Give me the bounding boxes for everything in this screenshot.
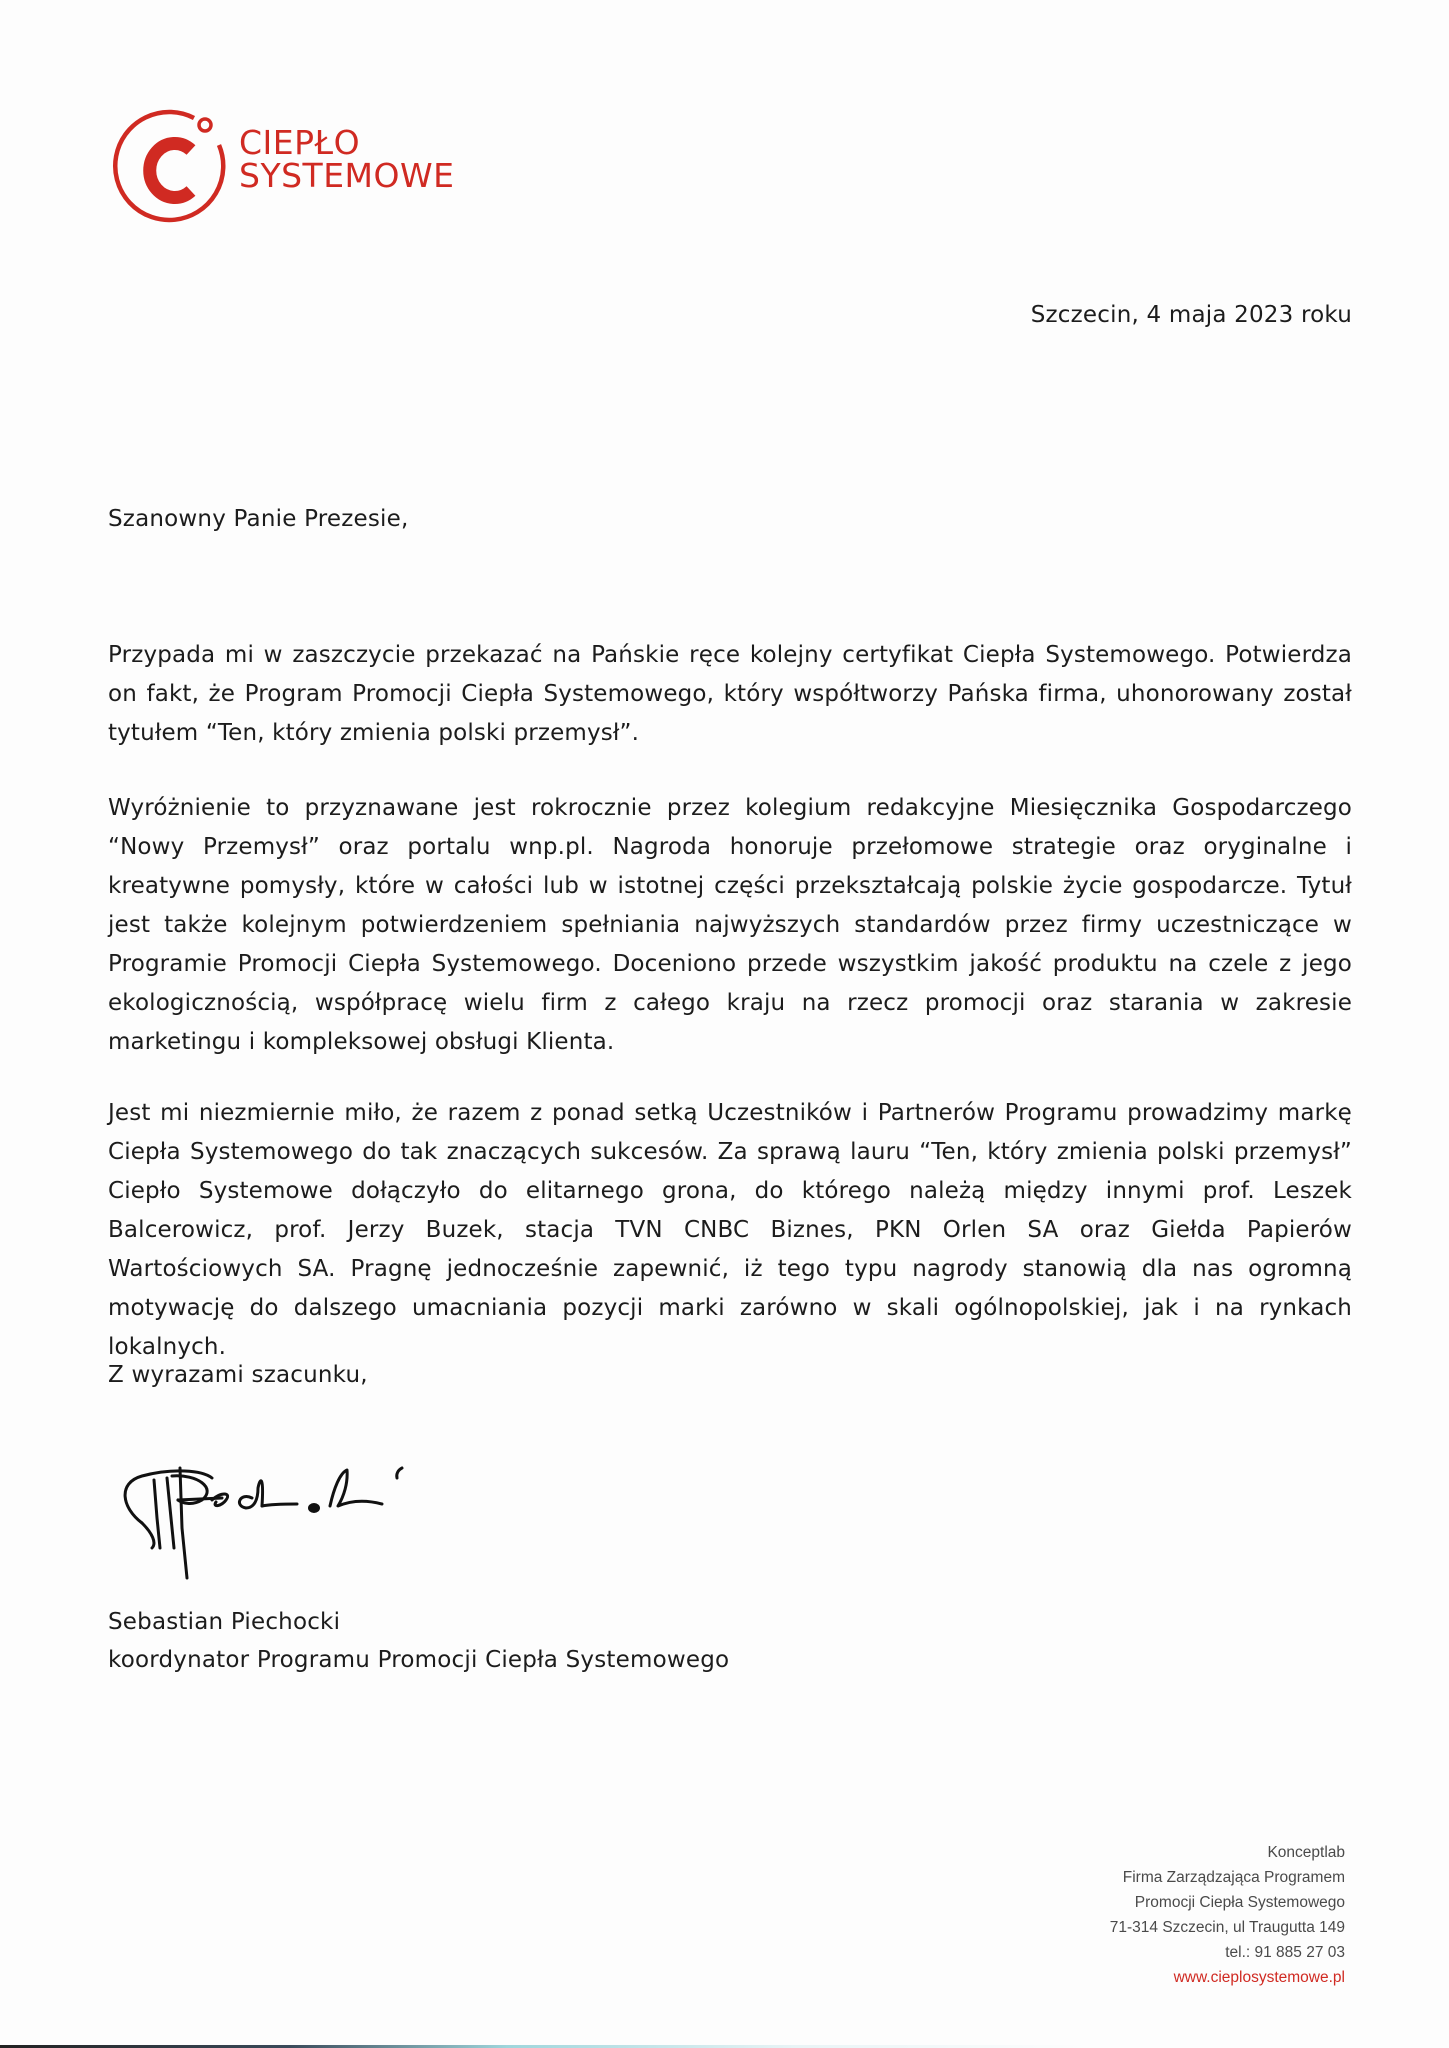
logo-line-1: CIEPŁO: [239, 123, 361, 162]
footer-company: Konceptlab: [1267, 1844, 1345, 1861]
footer-program: Promocji Ciepła Systemowego: [1134, 1894, 1345, 1911]
signer-title: koordynator Programu Promocji Ciepła Systemowego: [108, 1647, 730, 1673]
body-paragraph-1: Przypada mi w zaszczycie przekazać na Pańskie ręce kolejny certyfikat Ciepła Systemowego. Potwierdza on fakt, że Program Promocji Ciepła Systemowego, który współtworzy Pańska firma, uhonorowany został tytułem “Ten, który zmienia polski przemysł”.: [108, 642, 1352, 746]
body-paragraph-3: Jest mi niezmiernie miło, że razem z ponad setką Uczestników i Partnerów Programu prowadzimy markę Ciepła Systemowego do tak znaczących sukcesów. Za sprawą lauru “Ten, który zmienia polski przemysł” Ciepło Systemowe dołączyło do elitarnego grona, do którego należą między innymi prof. Leszek Balcerowicz, prof. Jerzy Buzek, stacja TVN CNBC Biznes, PKN Orlen SA oraz Giełda Papierów Wartościowych SA. Pragnę jednocześnie zapewnić, iż tego typu nagrody stanowią dla nas ogromną motywację do dalszego umacniania pozycji marki zarówno w skali ogólnopolskiej, jak i na rynkach lokalnych.: [108, 1100, 1352, 1360]
logo-wordmark: [239, 123, 455, 195]
footer-address: 71-314 Szczecin, ul Traugutta 149: [1109, 1919, 1345, 1936]
footer-phone: tel.: 91 885 27 03: [1225, 1944, 1345, 1961]
footer-address-block: [1110, 1840, 1345, 1990]
letterhead-logo: [112, 104, 472, 224]
footer-website-link[interactable]: www.cieplosystemowe.pl: [1173, 1969, 1345, 1986]
handwritten-signature-icon: [112, 1448, 442, 1588]
letter-date: Szczecin, 4 maja 2023 roku: [1030, 302, 1352, 328]
footer-company-role: Firma Zarządzająca Programem: [1122, 1869, 1345, 1886]
body-paragraph-2: Wyróżnienie to przyznawane jest rokrocznie przez kolegium redakcyjne Miesięcznika Gospodarczego “Nowy Przemysł” oraz portalu wnp.pl. Nagroda honoruje przełomowe strategie oraz oryginalne i kreatywne pomysły, które w całości lub w istotnej części przekształcają polskie życie gospodarcze. Tytuł jest także kolejnym potwierdzeniem spełniania najwyższych standardów przez firmy uczestniczące w Programie Promocji Ciepła Systemowego. Doceniono przede wszystkim jakość produktu na czele z jego ekologicznością, współpracę wielu firm z całego kraju na rzecz promocji oraz starania w zakresie marketingu i kompleksowej obsługi Klienta.: [108, 795, 1352, 1055]
c-in-circle-logo-icon: [112, 104, 237, 224]
salutation: Szanowny Panie Prezesie,: [108, 506, 409, 532]
closing-phrase: Z wyrazami szacunku,: [108, 1362, 368, 1388]
signer-name: Sebastian Piechocki: [108, 1609, 341, 1635]
logo-line-2: SYSTEMOWE: [239, 156, 455, 195]
